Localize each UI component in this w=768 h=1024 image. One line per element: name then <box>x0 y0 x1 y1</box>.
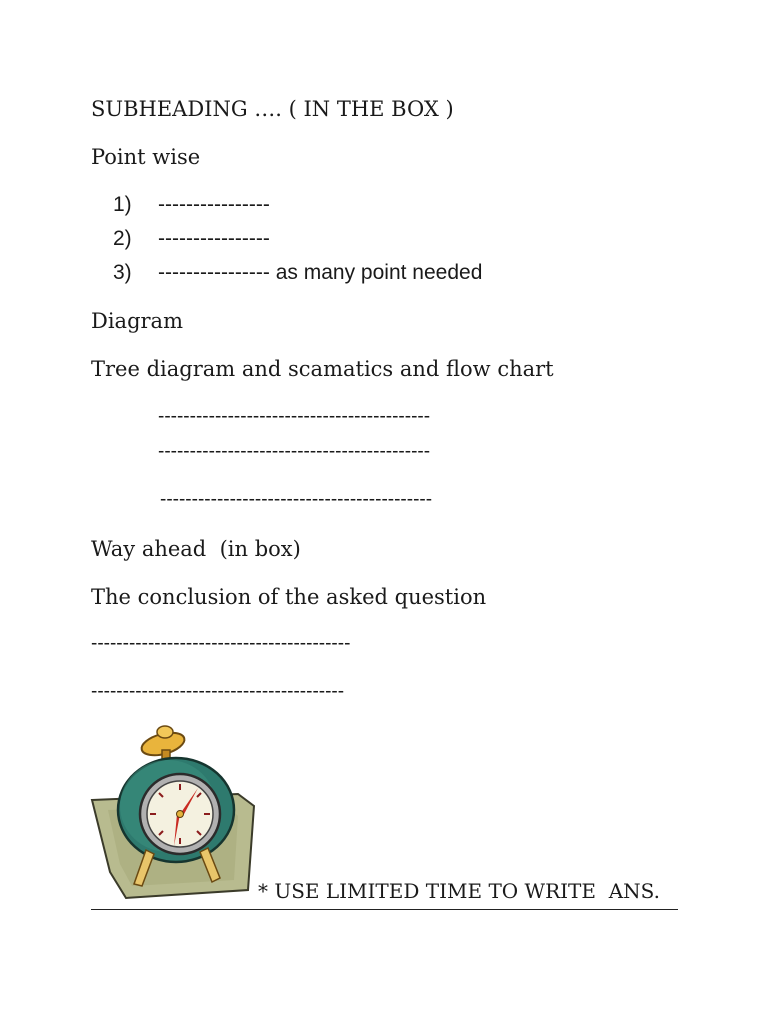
point-wise-label: Point wise <box>91 145 201 169</box>
diagram-label: Diagram <box>91 309 183 333</box>
point-text: ---------------- as many point needed <box>158 261 483 284</box>
point-number: 3) <box>113 261 132 284</box>
point-text: ---------------- <box>158 227 270 250</box>
point-number: 1) <box>113 193 132 216</box>
time-note: * USE LIMITED TIME TO WRITE ANS. <box>258 879 660 903</box>
diagram-line: ------------------------------------------- <box>160 489 433 510</box>
diagram-line: ------------------------------------------- <box>158 441 431 462</box>
point-number: 2) <box>113 227 132 250</box>
alarm-clock-icon <box>88 722 258 902</box>
conclusion-line: ----------------------------------------- <box>91 633 351 654</box>
subheading: SUBHEADING …. ( IN THE BOX ) <box>91 97 454 121</box>
point-text: ---------------- <box>158 193 270 216</box>
diagram-description: Tree diagram and scamatics and flow chart <box>91 357 554 381</box>
bottom-rule <box>91 909 678 910</box>
way-ahead-label: Way ahead (in box) <box>91 537 301 561</box>
conclusion-label: The conclusion of the asked question <box>91 585 487 609</box>
diagram-line: ------------------------------------------- <box>158 406 431 427</box>
conclusion-line: ---------------------------------------- <box>91 681 345 702</box>
